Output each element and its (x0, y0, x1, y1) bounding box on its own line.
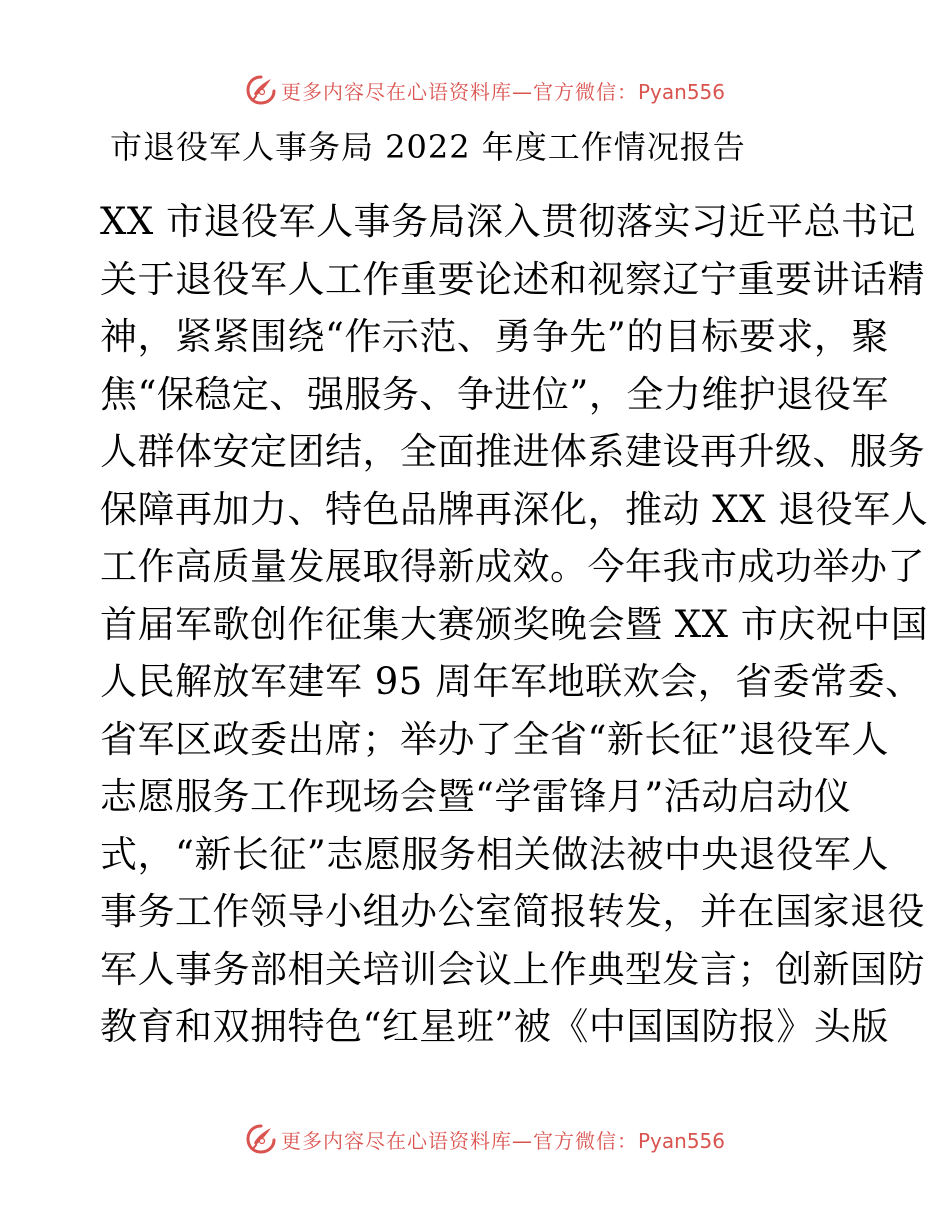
watermark-account: Pyan556 (637, 1128, 725, 1153)
body-line: 人民解放军建军 95 周年军地联欢会，省委常委、 (100, 660, 923, 703)
watermark-banner-top (0, 73, 950, 107)
watermark-banner-bottom (0, 1122, 950, 1156)
body-line: 省军区政委出席；举办了全省“新长征”退役军人 (100, 717, 889, 761)
body-line: XX 市退役军人事务局深入贯彻落实习近平总书记 (100, 200, 916, 243)
body-line: 首届军歌创作征集大赛颁奖晚会暨 XX 市庆祝中国 (100, 602, 929, 646)
body-line: 教育和双拥特色“红星班”被《中国国防报》头版 (100, 1005, 889, 1048)
body-line: 神，紧紧围绕“作示范、勇争先”的目标要求，聚 (100, 315, 889, 358)
watermark-account: Pyan556 (637, 79, 725, 104)
body-line: 人群体安定团结，全面推进体系建设再升级、服务 (100, 430, 925, 473)
body-line: 保障再加力、特色品牌再深化，推动 XX 退役军人 (100, 487, 929, 531)
body-line: 工作高质量发展取得新成效。今年我市成功举办了 (100, 545, 925, 588)
body-line: 关于退役军人工作重要论述和视察辽宁重要讲话精 (100, 257, 925, 301)
watermark-text: 更多内容尽在心语资料库—官方微信：Pyan556 (280, 79, 725, 104)
body-line: 焦“保稳定、强服务、争进位”，全力维护退役军 (100, 372, 889, 416)
document-body (100, 193, 929, 1056)
document-title: 市退役军人事务局 2022 年度工作情况报告 (110, 128, 746, 166)
body-line: 式，“新长征”志愿服务相关做法被中央退役军人 (100, 832, 889, 876)
red-quill-swirl-logo-icon (245, 74, 277, 106)
watermark-text: 更多内容尽在心语资料库—官方微信：Pyan556 (280, 1128, 725, 1153)
body-line: 志愿服务工作现场会暨“学雷锋月”活动启动仪 (100, 775, 852, 818)
body-line: 事务工作领导小组办公室简报转发，并在国家退役 (100, 890, 925, 933)
body-line: 军人事务部相关培训会议上作典型发言；创新国防 (100, 947, 925, 991)
red-quill-swirl-logo-icon (245, 1123, 277, 1155)
